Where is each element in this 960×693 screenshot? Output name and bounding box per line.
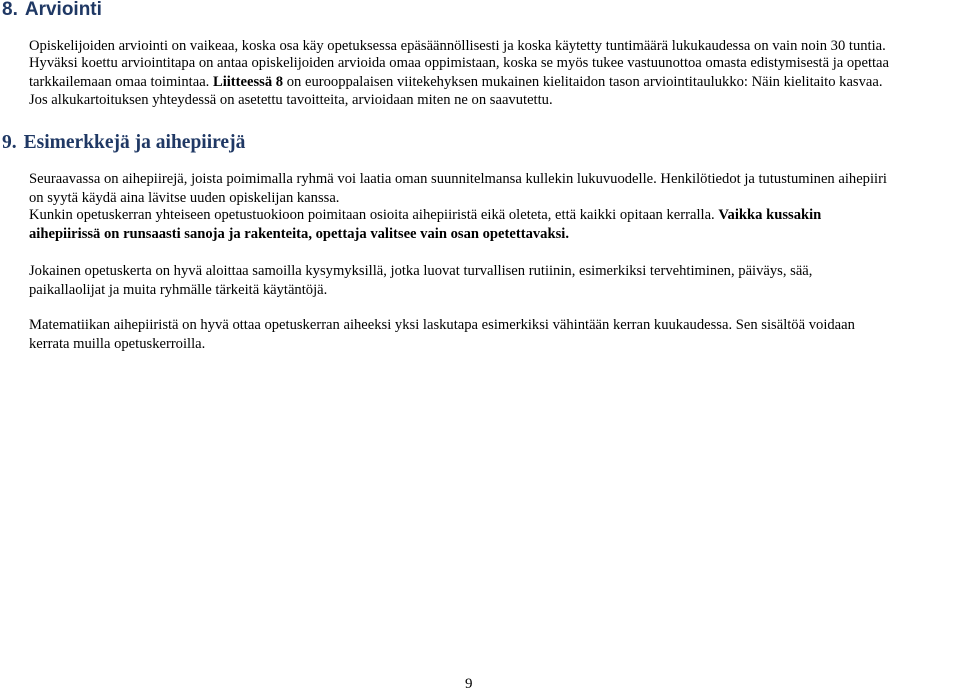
section-9-paragraph-2-bold-2: ussakin <box>774 207 822 223</box>
section-9-heading <box>2 132 245 154</box>
section-8-paragraph-2-line-1: Hyväksi koettu arviointitapa on antaa opiskelijoiden arvioida omaa oppimistaan, koska se myös tukee vastuunottoa omasta edistymisestä ja opettaa <box>29 55 890 71</box>
section-8-heading <box>2 0 102 21</box>
section-9-paragraph-2-bold-1: Vaikka <box>718 207 763 223</box>
section-8-title: Arviointi <box>24 0 102 20</box>
section-8-number: 8. <box>2 0 18 20</box>
section-9-number: 9. <box>2 132 17 153</box>
section-8-paragraph-2 <box>29 54 959 110</box>
section-8-paragraph-2-line-2 <box>29 73 959 92</box>
section-9-paragraph-3 <box>29 262 959 299</box>
section-8-paragraph-2-line-3: Jos alkukartoituksen yhteydessä on asetettu tavoitteita, arvioidaan miten ne on saavutettu. <box>29 92 553 109</box>
section-9-paragraph-1-line-1: Seuraavassa on aihepiirejä, joista poimimalla ryhmä voi laatia oman suunnitelmansa kullekin lukuvuodelle. Henkilötiedot ja tutustuminen aihepiiri <box>29 171 887 187</box>
section-9-paragraph-2-line-1-start: Kunkin opetuskerran yhteiseen opetustuokioon poimitaan osioita aihepiiristä eikä oleteta, että kaikki opitaan kerralla. <box>29 207 719 223</box>
section-9-title: Esimerkkejä ja aihepiirejä <box>23 132 246 153</box>
section-8-paragraph-2-line-2-end: on eurooppalaisen viitekehyksen mukainen kielitaidon tason arviointitaulukko: Näin kielitaito kasvaa. <box>283 73 883 90</box>
section-9-paragraph-4-line-2: kerrata muilla opetuskerroilla. <box>29 335 206 352</box>
section-8-paragraph-1 <box>29 37 959 56</box>
section-9-paragraph-4-line-1: Matematiikan aihepiiristä on hyvä ottaa opetuskerran aiheeksi yksi laskutapa esimerkiksi vähintään kerran kuukaudessa. Sen sisältöä voidaan <box>29 317 855 333</box>
section-9-paragraph-2 <box>29 206 959 243</box>
attachment-reference: Liitteessä 8 <box>212 73 284 90</box>
section-9-paragraph-4 <box>29 316 959 353</box>
section-9-paragraph-3-line-1: Jokainen opetuskerta on hyvä aloittaa samoilla kysymyksillä, jotka luovat turvallisen rutiinin, esimerkiksi tervehtiminen, päiväys, sää, <box>29 263 813 279</box>
section-9-paragraph-3-line-2: paikallaolijat ja muita ryhmälle tärkeitä käytäntöjä. <box>29 281 328 298</box>
page-number: 9 <box>465 676 473 692</box>
section-9-paragraph-2-line-2: aihepiirissä on runsaasti sanoja ja rakenteita, opettaja valitsee vain osan opetettavaksi. <box>29 225 569 242</box>
section-9-paragraph-2-line-1 <box>29 206 959 225</box>
section-8-paragraph-2-line-2-start: tarkkailemaan omaa toimintaa. <box>29 73 213 90</box>
section-8-paragraph-1-text: Opiskelijoiden arviointi on vaikeaa, koska osa käy opetuksessa epäsäännöllisesti ja koska käytetty tuntimäärä lukukaudessa on vain noin 30 tuntia. <box>29 38 886 54</box>
section-9-paragraph-1 <box>29 170 959 207</box>
section-9-paragraph-1-line-2: on syytä käydä aina lävitse uuden opiskelijan kanssa. <box>29 189 340 206</box>
section-9-paragraph-2-mid: k <box>762 207 775 223</box>
